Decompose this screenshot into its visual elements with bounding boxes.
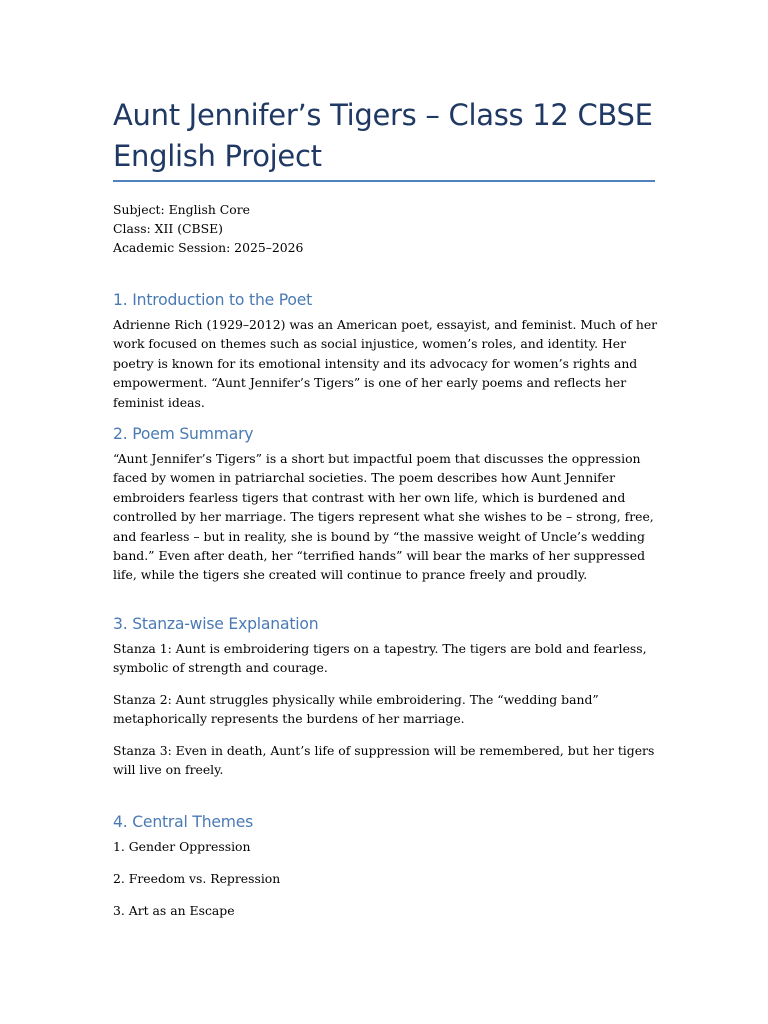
document-title: Aunt Jennifer’s Tigers – Class 12 CBSE English Project bbox=[113, 98, 653, 173]
meta-subject: Subject: English Core bbox=[113, 202, 250, 217]
section-summary bbox=[113, 424, 658, 585]
section-central-themes bbox=[113, 812, 658, 920]
section-paragraph: Stanza 1: Aunt is embroidering tigers on a tapestry. The tigers are bold and fearless, symbolic of strength and courage. bbox=[113, 641, 647, 676]
list-item: 3. Art as an Escape bbox=[113, 903, 235, 918]
section-paragraph: Adrienne Rich (1929–2012) was an American poet, essayist, and feminist. Much of her work focused on themes such as social injustice, women’s roles, and identity. Her poetry is known for its emotional intensity and its advocacy for women’s rights and empowerment. “Aunt Jennifer’s Tigers” is one of her early poems and reflects her feminist ideas. bbox=[113, 317, 658, 410]
document-meta bbox=[113, 200, 658, 257]
list-item: 1. Gender Oppression bbox=[113, 839, 251, 854]
section-heading: 1. Introduction to the Poet bbox=[113, 291, 313, 309]
section-introduction bbox=[113, 290, 658, 412]
title-underline bbox=[113, 180, 655, 182]
section-paragraph: Stanza 3: Even in death, Aunt’s life of suppression will be remembered, but her tigers will live on freely. bbox=[113, 742, 655, 778]
section-stanza-explanation bbox=[113, 614, 658, 779]
section-heading: 4. Central Themes bbox=[113, 813, 254, 831]
section-heading: 3. Stanza-wise Explanation bbox=[113, 615, 319, 633]
section-paragraph: “Aunt Jennifer’s Tigers” is a short but impactful poem that discusses the oppression faced by women in patriarchal societies. The poem describes how Aunt Jennifer embroiders fearless tigers that contrast with her own life, which is burdened and controlled by her marriage. The tigers represent what she wishes to be – strong, free, and fearless – but in reality, she is bound by “the massive weight of Uncle’s wedding band.” Even after death, her “terrified hands” will bear the marks of her suppressed life, while the tigers she created will continue to prance freely and proudly. bbox=[113, 451, 654, 583]
list-item: 2. Freedom vs. Repression bbox=[113, 871, 281, 886]
section-heading: 2. Poem Summary bbox=[113, 425, 254, 443]
meta-class: Class: XII (CBSE) bbox=[113, 221, 223, 236]
section-paragraph: Stanza 2: Aunt struggles physically while embroidering. The “wedding band” metaphorically represents the burdens of her marriage. bbox=[113, 691, 599, 727]
meta-session: Academic Session: 2025–2026 bbox=[113, 240, 304, 255]
